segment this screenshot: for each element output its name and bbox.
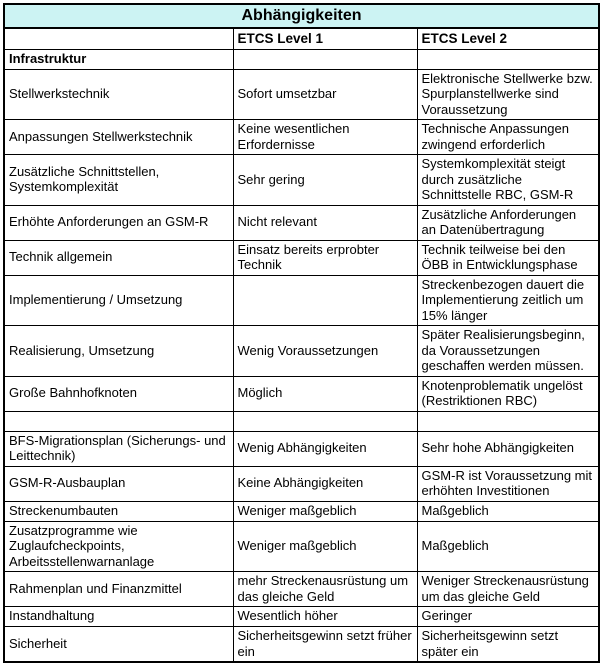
- column-header-etcs-level-2: ETCS Level 2: [417, 28, 599, 49]
- etcs1-cell: Wenig Abhängigkeiten: [233, 431, 417, 466]
- etcs1-cell: Einsatz bereits erprobter Technik: [233, 240, 417, 275]
- etcs1-cell: Wesentlich höher: [233, 607, 417, 627]
- column-header-row: [4, 28, 599, 49]
- etcs2-cell: Später Realisierungsbeginn, da Voraussetzungen geschaffen werden müssen.: [417, 326, 599, 377]
- row-label: Zusatzprogramme wie Zuglaufcheckpoints, Arbeitsstellenwarnanlage: [4, 521, 233, 572]
- table-row-gsm-r-ausbauplan: [4, 466, 599, 501]
- table-row-zusatzprogramme: [4, 521, 599, 572]
- row-label: BFS-Migrationsplan (Sicherungs- und Leittechnik): [4, 431, 233, 466]
- etcs1-cell: Keine wesentlichen Erfordernisse: [233, 120, 417, 155]
- etcs2-cell: [417, 49, 599, 69]
- table-row-instandhaltung: [4, 607, 599, 627]
- column-header-etcs-level-1: ETCS Level 1: [233, 28, 417, 49]
- table-row-streckenumbauten: [4, 501, 599, 521]
- etcs2-cell: Maßgeblich: [417, 501, 599, 521]
- etcs2-cell: Knotenproblematik ungelöst (Restriktionen RBC): [417, 376, 599, 411]
- table-row-rahmenplan-finanzmittel: [4, 572, 599, 607]
- etcs2-cell: Geringer: [417, 607, 599, 627]
- row-label: [4, 411, 233, 431]
- row-label: Sicherheit: [4, 627, 233, 663]
- etcs2-cell: GSM-R ist Voraussetzung mit erhöhten Investitionen: [417, 466, 599, 501]
- row-label: Erhöhte Anforderungen an GSM-R: [4, 205, 233, 240]
- row-label: Realisierung, Umsetzung: [4, 326, 233, 377]
- etcs1-cell: Sofort umsetzbar: [233, 69, 417, 120]
- etcs1-cell: mehr Streckenausrüstung um das gleiche Geld: [233, 572, 417, 607]
- row-label: Stellwerkstechnik: [4, 69, 233, 120]
- table-row-anpassungen-stellwerkstechnik: [4, 120, 599, 155]
- row-label: Implementierung / Umsetzung: [4, 275, 233, 326]
- etcs2-cell: Technik teilweise bei den ÖBB in Entwicklungsphase: [417, 240, 599, 275]
- row-label: Instandhaltung: [4, 607, 233, 627]
- etcs1-cell: Weniger maßgeblich: [233, 501, 417, 521]
- table-row-implementierung-umsetzung: [4, 275, 599, 326]
- table-row-bfs-migrationsplan: [4, 431, 599, 466]
- etcs1-cell: [233, 49, 417, 69]
- etcs2-cell: Weniger Streckenausrüstung um das gleiche Geld: [417, 572, 599, 607]
- table-row-infrastruktur: [4, 49, 599, 69]
- etcs1-cell: Keine Abhängigkeiten: [233, 466, 417, 501]
- row-label: Technik allgemein: [4, 240, 233, 275]
- etcs1-cell: Sehr gering: [233, 155, 417, 206]
- etcs1-cell: Möglich: [233, 376, 417, 411]
- table-row-stellwerkstechnik: [4, 69, 599, 120]
- row-label: Infrastruktur: [4, 49, 233, 69]
- etcs1-cell: [233, 411, 417, 431]
- row-label: Große Bahnhofknoten: [4, 376, 233, 411]
- etcs2-cell: Elektronische Stellwerke bzw. Spurplanstellwerke sind Voraussetzung: [417, 69, 599, 120]
- etcs2-cell: [417, 411, 599, 431]
- etcs2-cell: Sicherheitsgewinn setzt später ein: [417, 627, 599, 663]
- table-title-row: [4, 4, 599, 28]
- table-row-technik-allgemein: [4, 240, 599, 275]
- etcs1-cell: Weniger maßgeblich: [233, 521, 417, 572]
- etcs2-cell: Systemkomplexität steigt durch zusätzliche Schnittstelle RBC, GSM-R: [417, 155, 599, 206]
- etcs1-cell: Nicht relevant: [233, 205, 417, 240]
- table-row-sicherheit: [4, 627, 599, 663]
- row-label: Rahmenplan und Finanzmittel: [4, 572, 233, 607]
- etcs1-cell: [233, 275, 417, 326]
- column-header-empty: [4, 28, 233, 49]
- table-row-grosse-bahnhofknoten: [4, 376, 599, 411]
- table-row-empty: [4, 411, 599, 431]
- row-label: Streckenumbauten: [4, 501, 233, 521]
- etcs2-cell: Maßgeblich: [417, 521, 599, 572]
- table-title: Abhängigkeiten: [4, 4, 599, 28]
- etcs2-cell: Streckenbezogen dauert die Implementierung zeitlich um 15% länger: [417, 275, 599, 326]
- etcs2-cell: Sehr hohe Abhängigkeiten: [417, 431, 599, 466]
- row-label: Anpassungen Stellwerkstechnik: [4, 120, 233, 155]
- etcs2-cell: Zusätzliche Anforderungen an Datenübertragung: [417, 205, 599, 240]
- row-label: GSM-R-Ausbauplan: [4, 466, 233, 501]
- row-label: Zusätzliche Schnittstellen, Systemkomplexität: [4, 155, 233, 206]
- etcs1-cell: Sicherheitsgewinn setzt früher ein: [233, 627, 417, 663]
- etcs1-cell: Wenig Voraussetzungen: [233, 326, 417, 377]
- table-row-zusaetzliche-schnittstellen: [4, 155, 599, 206]
- dependencies-comparison-table: [3, 3, 600, 663]
- table-row-erhoehte-anforderungen-gsm-r: [4, 205, 599, 240]
- etcs2-cell: Technische Anpassungen zwingend erforderlich: [417, 120, 599, 155]
- table-row-realisierung-umsetzung: [4, 326, 599, 377]
